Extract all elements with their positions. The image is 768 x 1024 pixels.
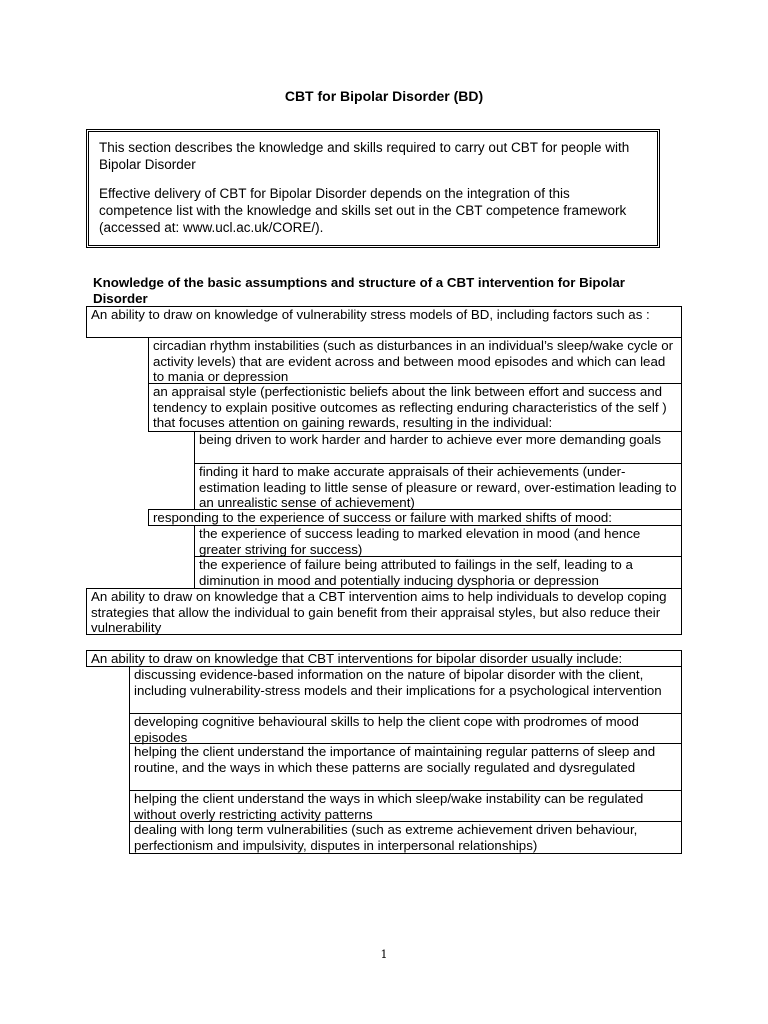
table2-item-1: discussing evidence-based information on the nature of bipolar disorder with the client, including vulnerability-stress models and their implications for a psychological intervention — [129, 666, 682, 714]
table1-row-2: circadian rhythm instabilities (such as disturbances in an individual’s sleep/wake cycle or activity levels) that are evident across and between mood episodes and which can lead to mania or depression — [148, 337, 682, 384]
table2-item-3: helping the client understand the importance of maintaining regular patterns of sleep and routine, and the ways in which these patterns are socially regulated and dysregulated — [129, 743, 682, 791]
table2-item-4: helping the client understand the ways in which sleep/wake instability can be regulated without overly restricting activity patterns — [129, 790, 682, 822]
table1-row-4: being driven to work harder and harder to achieve ever more demanding goals — [194, 431, 682, 464]
table2-header: An ability to draw on knowledge that CBT interventions for bipolar disorder usually include: — [86, 650, 682, 667]
page-title: CBT for Bipolar Disorder (BD) — [284, 88, 484, 104]
table1-row-1: An ability to draw on knowledge of vulnerability stress models of BD, including factors such as : — [86, 306, 682, 338]
intro-paragraph-1: This section describes the knowledge and skills required to carry out CBT for people with Bipolar Disorder — [99, 140, 630, 172]
section-heading: Knowledge of the basic assumptions and structure of a CBT intervention for Bipolar Disorder — [93, 275, 625, 306]
table1-row-9: An ability to draw on knowledge that a CBT intervention aims to help individuals to develop coping strategies that allow the individual to gain benefit from their appraisal styles, but also reduce their vulnerability — [86, 588, 682, 635]
table2-item-2: developing cognitive behavioural skills to help the client cope with prodromes of mood episodes — [129, 713, 682, 744]
table1-row-3: an appraisal style (perfectionistic beliefs about the link between effort and success and tendency to explain positive outcomes as reflecting enduring characteristics of the self ) that focuses attention on gaining rewards, resulting in the individual: — [148, 383, 682, 432]
table2-item-5: dealing with long term vulnerabilities (such as extreme achievement driven behaviour, perfectionism and impulsivity, disputes in interpersonal relationships) — [129, 821, 682, 854]
intro-box — [86, 129, 660, 248]
page-number: 1 — [380, 948, 388, 961]
table1-row-5: finding it hard to make accurate appraisals of their achievements (under-estimation leading to little sense of pleasure or reward, over-estimation leading to an unrealistic sense of achievement) — [194, 463, 682, 510]
table1-row-6: responding to the experience of success or failure with marked shifts of mood: — [148, 509, 682, 526]
table1-row-8: the experience of failure being attributed to failings in the self, leading to a diminution in mood and potentially inducing dysphoria or depression — [194, 556, 682, 589]
table1-row-7: the experience of success leading to marked elevation in mood (and hence greater striving for success) — [194, 525, 682, 557]
intro-paragraph-2: Effective delivery of CBT for Bipolar Disorder depends on the integration of this competence list with the knowledge and skills set out in the CBT competence framework (accessed at: www.ucl.ac.uk/CORE/). — [99, 186, 627, 235]
